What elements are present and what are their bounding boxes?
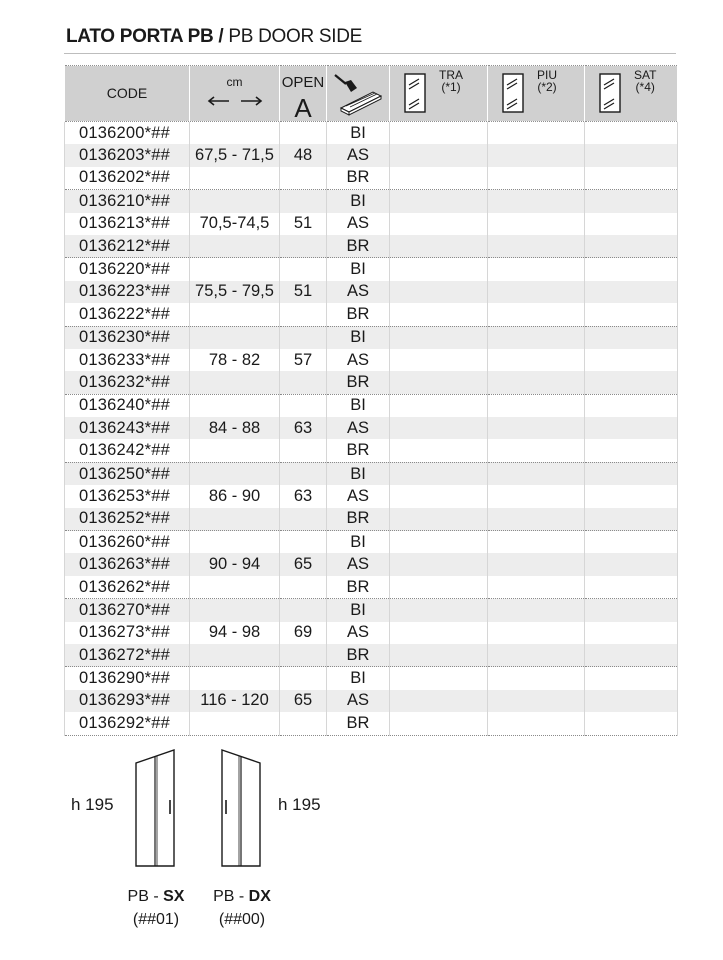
opening-cell: 63 xyxy=(280,417,327,439)
glass-satin-icon xyxy=(599,73,621,113)
table-row xyxy=(65,690,678,712)
header-cm xyxy=(190,66,280,122)
paintbrush-profile-icon xyxy=(333,72,385,116)
tra-cell xyxy=(390,553,488,575)
finish-cell: AS xyxy=(327,690,390,712)
tra-cell xyxy=(390,644,488,667)
sat-cell xyxy=(585,417,678,439)
width-arrows-icon xyxy=(207,95,263,107)
code-cell: 0136293*## xyxy=(65,690,190,712)
tra-cell xyxy=(390,122,488,145)
sat-cell xyxy=(585,167,678,190)
code-cell: 0136263*## xyxy=(65,553,190,575)
header-open-letter: A xyxy=(294,93,312,123)
opening-cell xyxy=(280,122,327,145)
finish-cell: BR xyxy=(327,371,390,394)
width-range-cell xyxy=(190,462,280,485)
door-dx-prefix: PB - xyxy=(213,888,249,905)
piu-cell xyxy=(488,712,585,735)
code-cell: 0136202*## xyxy=(65,167,190,190)
title-rule xyxy=(64,53,676,54)
code-cell: 0136260*## xyxy=(65,531,190,554)
opening-cell xyxy=(280,599,327,622)
tra-cell xyxy=(390,508,488,531)
finish-cell: BR xyxy=(327,167,390,190)
code-cell: 0136242*## xyxy=(65,439,190,462)
width-range-cell: 67,5 - 71,5 xyxy=(190,144,280,166)
door-dx-height: h 195 xyxy=(278,795,321,814)
sat-cell xyxy=(585,690,678,712)
door-dx-code: (##00) xyxy=(218,911,266,928)
piu-cell xyxy=(488,576,585,599)
code-cell: 0136230*## xyxy=(65,326,190,349)
piu-cell xyxy=(488,167,585,190)
title-subtitle: PB DOOR SIDE xyxy=(223,26,363,47)
table-row xyxy=(65,122,678,145)
door-sx-caption xyxy=(110,888,202,906)
finish-cell: BI xyxy=(327,394,390,417)
header-open xyxy=(280,66,327,122)
width-range-cell xyxy=(190,326,280,349)
code-cell: 0136273*## xyxy=(65,622,190,644)
sat-cell xyxy=(585,644,678,667)
code-cell: 0136210*## xyxy=(65,190,190,213)
door-sx-prefix: PB - xyxy=(127,888,164,905)
tra-cell xyxy=(390,349,488,371)
width-range-cell: 78 - 82 xyxy=(190,349,280,371)
width-range-cell xyxy=(190,644,280,667)
table-row xyxy=(65,303,678,326)
code-cell: 0136253*## xyxy=(65,485,190,507)
finish-cell: BR xyxy=(327,712,390,735)
table-row xyxy=(65,394,678,417)
code-cell: 0136213*## xyxy=(65,213,190,235)
sat-cell xyxy=(585,599,678,622)
table-row xyxy=(65,167,678,190)
sat-cell xyxy=(585,508,678,531)
sat-cell xyxy=(585,622,678,644)
piu-cell xyxy=(488,485,585,507)
opening-cell: 65 xyxy=(280,553,327,575)
tra-cell xyxy=(390,667,488,690)
tra-cell xyxy=(390,462,488,485)
sat-cell xyxy=(585,462,678,485)
finish-cell: AS xyxy=(327,553,390,575)
opening-cell xyxy=(280,644,327,667)
width-range-cell xyxy=(190,167,280,190)
opening-cell xyxy=(280,190,327,213)
code-cell: 0136223*## xyxy=(65,281,190,303)
width-range-cell xyxy=(190,667,280,690)
table-row xyxy=(65,190,678,213)
sat-cell xyxy=(585,394,678,417)
opening-cell: 57 xyxy=(280,349,327,371)
piu-cell xyxy=(488,622,585,644)
width-range-cell xyxy=(190,258,280,281)
opening-cell xyxy=(280,576,327,599)
piu-cell xyxy=(488,690,585,712)
table-row xyxy=(65,144,678,166)
piu-cell xyxy=(488,553,585,575)
finish-cell: AS xyxy=(327,144,390,166)
sat-cell xyxy=(585,371,678,394)
width-range-cell xyxy=(190,508,280,531)
opening-cell xyxy=(280,303,327,326)
sat-cell xyxy=(585,213,678,235)
title-separator: / xyxy=(213,26,224,47)
table-row xyxy=(65,326,678,349)
code-cell: 0136222*## xyxy=(65,303,190,326)
finish-cell: AS xyxy=(327,417,390,439)
tra-cell xyxy=(390,417,488,439)
header-sat xyxy=(585,66,678,122)
finish-cell: BR xyxy=(327,508,390,531)
opening-cell xyxy=(280,508,327,531)
finish-cell: BR xyxy=(327,644,390,667)
tra-cell xyxy=(390,485,488,507)
piu-cell xyxy=(488,281,585,303)
width-range-cell: 75,5 - 79,5 xyxy=(190,281,280,303)
sat-cell xyxy=(585,667,678,690)
finish-cell: BI xyxy=(327,462,390,485)
page-title xyxy=(66,26,362,48)
width-range-cell: 86 - 90 xyxy=(190,485,280,507)
code-cell: 0136272*## xyxy=(65,644,190,667)
sat-cell xyxy=(585,281,678,303)
tra-cell xyxy=(390,281,488,303)
width-range-cell: 90 - 94 xyxy=(190,553,280,575)
code-cell: 0136240*## xyxy=(65,394,190,417)
sat-cell xyxy=(585,326,678,349)
finish-cell: BI xyxy=(327,667,390,690)
door-sx-code: (##01) xyxy=(132,911,180,928)
width-range-cell xyxy=(190,235,280,258)
tra-cell xyxy=(390,439,488,462)
piu-cell xyxy=(488,371,585,394)
code-cell: 0136252*## xyxy=(65,508,190,531)
tra-cell xyxy=(390,371,488,394)
width-range-cell xyxy=(190,303,280,326)
opening-cell xyxy=(280,462,327,485)
header-open-label: OPEN xyxy=(281,74,325,91)
tra-cell xyxy=(390,531,488,554)
piu-cell xyxy=(488,326,585,349)
piu-cell xyxy=(488,417,585,439)
header-piu xyxy=(488,66,585,122)
piu-cell xyxy=(488,394,585,417)
door-dx-diagram xyxy=(220,748,262,868)
codes-table xyxy=(64,65,678,736)
piu-cell xyxy=(488,644,585,667)
header-tra-label: TRA (*1) xyxy=(439,68,463,94)
sat-cell xyxy=(585,144,678,166)
opening-cell: 51 xyxy=(280,213,327,235)
piu-cell xyxy=(488,462,585,485)
glass-clear-icon xyxy=(404,73,426,113)
table-row xyxy=(65,439,678,462)
table-row xyxy=(65,485,678,507)
tra-cell xyxy=(390,576,488,599)
code-cell: 0136212*## xyxy=(65,235,190,258)
table-header-row xyxy=(65,66,678,122)
finish-cell: BI xyxy=(327,326,390,349)
tra-cell xyxy=(390,144,488,166)
finish-cell: AS xyxy=(327,622,390,644)
finish-cell: BI xyxy=(327,531,390,554)
door-sx-diagram xyxy=(134,748,176,868)
tra-cell xyxy=(390,258,488,281)
table-row xyxy=(65,508,678,531)
tra-cell xyxy=(390,622,488,644)
header-cm-label: cm xyxy=(226,75,243,89)
finish-cell: BR xyxy=(327,303,390,326)
sat-cell xyxy=(585,712,678,735)
door-sx-side: SX xyxy=(163,888,185,905)
title-main: LATO PORTA PB xyxy=(66,26,214,47)
piu-cell xyxy=(488,599,585,622)
code-cell: 0136233*## xyxy=(65,349,190,371)
width-range-cell xyxy=(190,394,280,417)
piu-cell xyxy=(488,235,585,258)
header-code: CODE xyxy=(65,66,190,122)
piu-cell xyxy=(488,303,585,326)
table-row xyxy=(65,667,678,690)
sat-cell xyxy=(585,258,678,281)
opening-cell xyxy=(280,394,327,417)
tra-cell xyxy=(390,394,488,417)
tra-cell xyxy=(390,235,488,258)
code-cell: 0136292*## xyxy=(65,712,190,735)
tra-cell xyxy=(390,167,488,190)
finish-cell: AS xyxy=(327,213,390,235)
piu-cell xyxy=(488,190,585,213)
width-range-cell: 70,5-74,5 xyxy=(190,213,280,235)
tra-cell xyxy=(390,712,488,735)
sat-cell xyxy=(585,303,678,326)
table-row xyxy=(65,462,678,485)
table-row xyxy=(65,599,678,622)
sat-cell xyxy=(585,485,678,507)
opening-cell: 48 xyxy=(280,144,327,166)
finish-cell: AS xyxy=(327,349,390,371)
width-range-cell xyxy=(190,712,280,735)
opening-cell xyxy=(280,712,327,735)
width-range-cell xyxy=(190,371,280,394)
table-row xyxy=(65,349,678,371)
table-row xyxy=(65,235,678,258)
table-body xyxy=(65,122,678,736)
door-dx-caption xyxy=(196,888,288,906)
code-cell: 0136270*## xyxy=(65,599,190,622)
width-range-cell: 116 - 120 xyxy=(190,690,280,712)
table-row xyxy=(65,712,678,735)
piu-cell xyxy=(488,349,585,371)
width-range-cell xyxy=(190,122,280,145)
code-cell: 0136200*## xyxy=(65,122,190,145)
opening-cell xyxy=(280,235,327,258)
sat-cell xyxy=(585,576,678,599)
width-range-cell xyxy=(190,576,280,599)
opening-cell xyxy=(280,531,327,554)
piu-cell xyxy=(488,531,585,554)
piu-cell xyxy=(488,667,585,690)
sat-cell xyxy=(585,122,678,145)
width-range-cell xyxy=(190,599,280,622)
sat-cell xyxy=(585,235,678,258)
tra-cell xyxy=(390,690,488,712)
width-range-cell: 84 - 88 xyxy=(190,417,280,439)
opening-cell: 51 xyxy=(280,281,327,303)
sat-cell xyxy=(585,439,678,462)
piu-cell xyxy=(488,508,585,531)
tra-cell xyxy=(390,190,488,213)
opening-cell xyxy=(280,439,327,462)
finish-cell: BI xyxy=(327,258,390,281)
piu-cell xyxy=(488,439,585,462)
tra-cell xyxy=(390,599,488,622)
glass-piu-icon xyxy=(502,73,524,113)
tra-cell xyxy=(390,303,488,326)
piu-cell xyxy=(488,144,585,166)
finish-cell: BI xyxy=(327,190,390,213)
code-cell: 0136220*## xyxy=(65,258,190,281)
sat-cell xyxy=(585,553,678,575)
finish-cell: AS xyxy=(327,485,390,507)
code-cell: 0136250*## xyxy=(65,462,190,485)
door-dx-side: DX xyxy=(248,888,271,905)
opening-cell xyxy=(280,371,327,394)
table-row xyxy=(65,644,678,667)
sat-cell xyxy=(585,349,678,371)
tra-cell xyxy=(390,326,488,349)
opening-cell xyxy=(280,167,327,190)
header-sat-label: SAT (*4) xyxy=(634,68,657,94)
finish-cell: BR xyxy=(327,576,390,599)
sat-cell xyxy=(585,531,678,554)
header-finish xyxy=(327,66,390,122)
piu-cell xyxy=(488,213,585,235)
opening-cell: 69 xyxy=(280,622,327,644)
width-range-cell xyxy=(190,190,280,213)
opening-cell: 65 xyxy=(280,690,327,712)
code-cell: 0136232*## xyxy=(65,371,190,394)
code-cell: 0136262*## xyxy=(65,576,190,599)
opening-cell xyxy=(280,326,327,349)
opening-cell xyxy=(280,258,327,281)
table-row xyxy=(65,258,678,281)
width-range-cell xyxy=(190,439,280,462)
opening-cell: 63 xyxy=(280,485,327,507)
code-cell: 0136290*## xyxy=(65,667,190,690)
table-row xyxy=(65,281,678,303)
table-row xyxy=(65,213,678,235)
tra-cell xyxy=(390,213,488,235)
width-range-cell xyxy=(190,531,280,554)
header-tra xyxy=(390,66,488,122)
width-range-cell: 94 - 98 xyxy=(190,622,280,644)
piu-cell xyxy=(488,122,585,145)
opening-cell xyxy=(280,667,327,690)
table-row xyxy=(65,417,678,439)
finish-cell: AS xyxy=(327,281,390,303)
code-cell: 0136203*## xyxy=(65,144,190,166)
header-piu-label: PIU (*2) xyxy=(537,68,558,94)
finish-cell: BI xyxy=(327,122,390,145)
finish-cell: BR xyxy=(327,235,390,258)
table-row xyxy=(65,371,678,394)
table-row xyxy=(65,553,678,575)
door-sx-height: h 195 xyxy=(71,795,114,814)
table-row xyxy=(65,531,678,554)
finish-cell: BR xyxy=(327,439,390,462)
finish-cell: BI xyxy=(327,599,390,622)
table-row xyxy=(65,622,678,644)
code-cell: 0136243*## xyxy=(65,417,190,439)
sat-cell xyxy=(585,190,678,213)
piu-cell xyxy=(488,258,585,281)
table-row xyxy=(65,576,678,599)
